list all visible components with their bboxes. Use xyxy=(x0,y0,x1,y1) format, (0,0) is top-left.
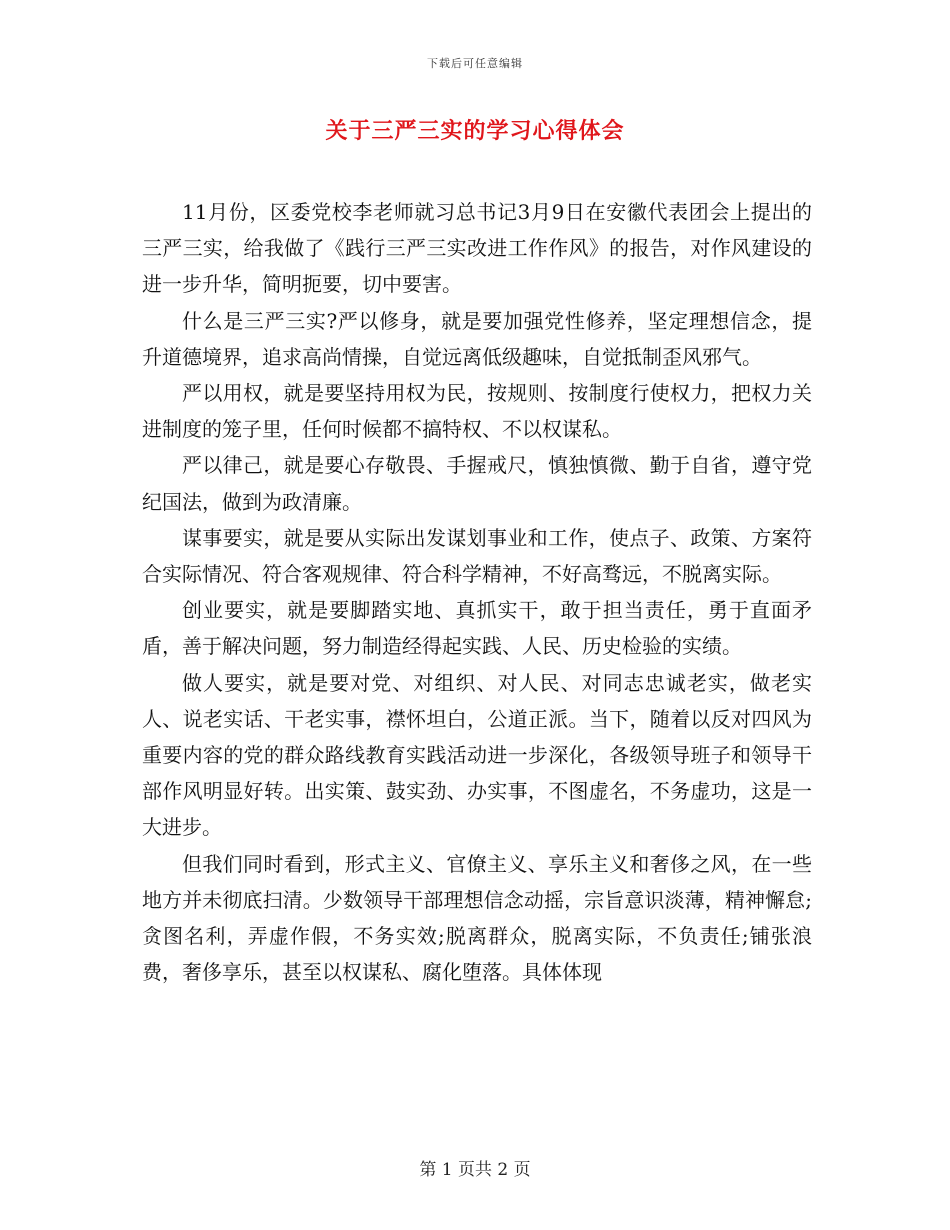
document-title: 关于三严三实的学习心得体会 xyxy=(325,118,625,144)
paragraph: 严以用权，就是要坚持用权为民，按规则、按制度行使权力，把权力关进制度的笼子里，任何时候都不搞特权、不以权谋私。 xyxy=(142,381,812,442)
paragraph: 创业要实，就是要脚踏实地、真抓实干，敢于担当责任，勇于直面矛盾，善于解决问题，努力制造经得起实践、人民、历史检验的实绩。 xyxy=(142,598,812,659)
paragraph: 11月份，区委党校李老师就习总书记3月9日在安徽代表团会上提出的三严三实，给我做了《践行三严三实改进工作作风》的报告，对作风建设的进一步升华，简明扼要，切中要害。 xyxy=(142,200,812,297)
paragraph: 做人要实，就是要对党、对组织、对人民、对同志忠诚老实，做老实人、说老实话、干老实事，襟怀坦白，公道正派。当下，随着以反对四风为重要内容的党的群众路线教育实践活动进一步深化，各级领导班子和领导干部作风明显好转。出实策、鼓实劲、办实事，不图虚名，不务虚功，这是一大进步。 xyxy=(142,670,812,840)
header-note: 下载后可任意编辑 xyxy=(427,57,523,70)
paragraph: 但我们同时看到，形式主义、官僚主义、享乐主义和奢侈之风，在一些地方并未彻底扫清。少数领导干部理想信念动摇，宗旨意识淡薄，精神懈怠;贪图名利，弄虚作假，不务实效;脱离群众，脱离实际，不负责任;铺张浪费，奢侈享乐，甚至以权谋私、腐化堕落。具体体现 xyxy=(142,851,812,985)
paragraph: 谋事要实，就是要从实际出发谋划事业和工作，使点子、政策、方案符合实际情况、符合客观规律、符合科学精神，不好高骛远，不脱离实际。 xyxy=(142,525,812,587)
page-number: 第 1 页共 2 页 xyxy=(419,1160,531,1180)
paragraph: 严以律己，就是要心存敬畏、手握戒尺，慎独慎微、勤于自省，遵守党纪国法，做到为政清廉。 xyxy=(142,453,812,514)
paragraph: 什么是三严三实?严以修身，就是要加强党性修养，坚定理想信念，提升道德境界，追求高尚情操，自觉远离低级趣味，自觉抵制歪风邪气。 xyxy=(142,308,812,369)
document-body xyxy=(142,194,812,990)
